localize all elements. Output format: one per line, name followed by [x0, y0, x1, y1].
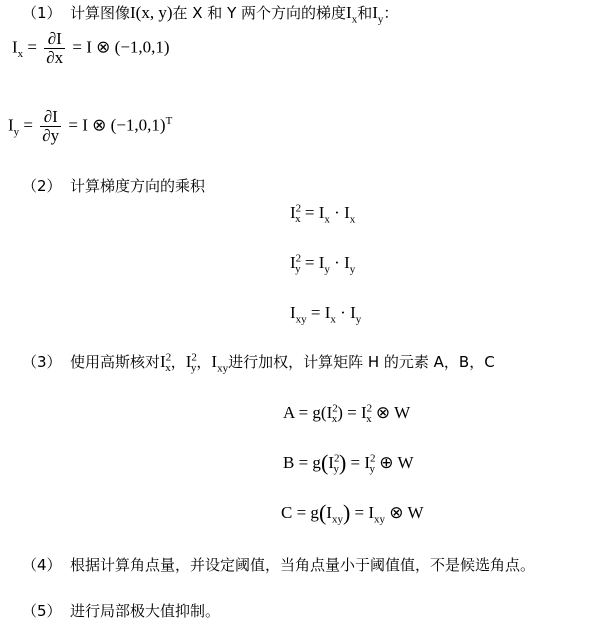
equation-a: $A = g(I^2_x) = I^2_x$ ⊗ W	[283, 402, 411, 426]
step-text: 使用高斯核对	[70, 353, 161, 371]
equation-iy: $I_y$ = $\frac{\partial I}{\partial y}$ = I ⊗ $(-1,0,1)^T$	[8, 107, 173, 145]
step-text: 进行局部极大值抑制。	[70, 602, 221, 620]
step-text: 计算图像	[70, 4, 131, 22]
step-3	[22, 351, 495, 375]
equation-iy-squared: $I^2_y = I_y \cdot I_y$	[290, 252, 356, 276]
fraction: $\frac{\partial I}{\partial x}$	[46, 29, 64, 67]
step-number: （3）	[22, 353, 62, 371]
step-text: 计算梯度方向的乘积	[70, 177, 206, 195]
step-text: 在 X 和 Y 两个方向的梯度	[172, 4, 347, 22]
step-number: （5）	[22, 602, 62, 620]
step-5	[22, 601, 220, 621]
function-symbol: I(x, y)	[130, 3, 173, 22]
math-symbol: $I_y$	[372, 3, 384, 26]
fraction: $\frac{\partial I}{\partial y}$	[42, 107, 60, 145]
equation-ix: $I_x$ = $\frac{\partial I}{\partial x}$ = I ⊗ (−1,0,1)	[12, 29, 170, 67]
step-number: （2）	[22, 177, 62, 195]
math-symbol: $I^2_x$	[160, 351, 172, 375]
step-text: ：	[383, 4, 399, 22]
equation-b: $B = g(I^2_y) = I^2_y$ ⊕ W	[283, 450, 414, 476]
equation-ixy: $I_{xy} = I_x \cdot I_y$	[290, 303, 362, 326]
step-text: 和	[357, 4, 373, 22]
step-1	[22, 3, 399, 26]
math-symbol: $I_x$	[346, 3, 358, 26]
step-2	[22, 176, 205, 196]
step-text: 根据计算角点量，并设定阈值，当角点量小于阈值值，不是候选角点。	[70, 556, 536, 574]
step-4	[22, 555, 535, 575]
math-symbol: $I^2_y$	[185, 351, 197, 375]
step-text: ，	[196, 353, 212, 371]
step-number: （1）	[22, 4, 62, 22]
math-symbol: $I_{xy}$	[211, 352, 229, 375]
equation-ix-squared: $I^2_x = I_x \cdot I_x$	[290, 202, 356, 226]
equation-c: $C = g(I_{xy}) = I_{xy}$ ⊗ W	[281, 500, 424, 526]
step-text: ，	[170, 353, 186, 371]
step-text: 进行加权，计算矩阵 H 的元素 A，B，C	[228, 353, 495, 371]
step-number: （4）	[22, 556, 62, 574]
